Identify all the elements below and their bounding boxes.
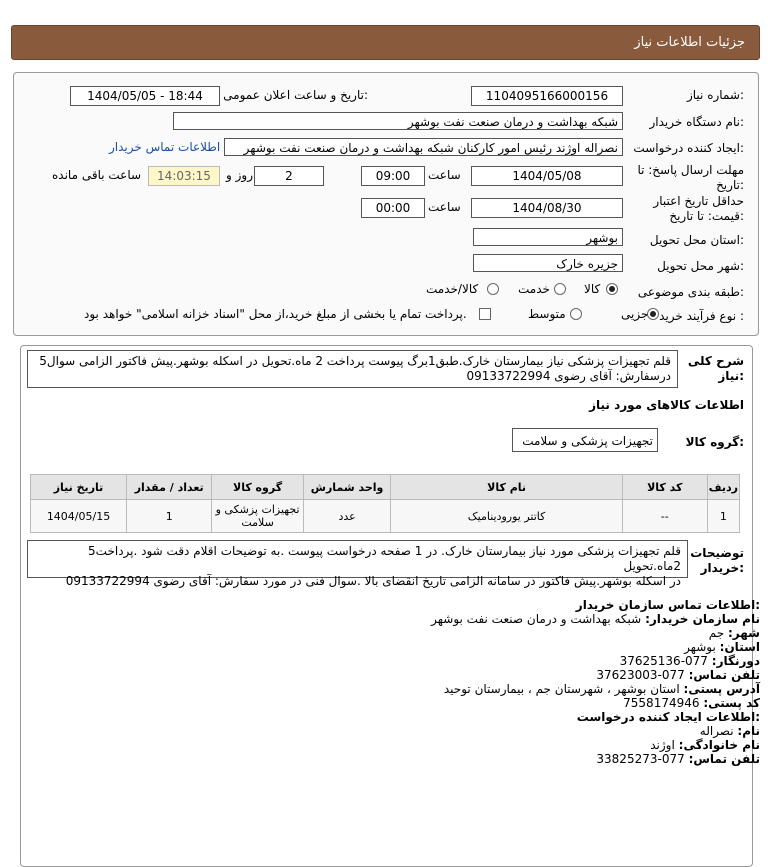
cell-name: کاتتر یورودینامیک (391, 500, 622, 533)
validity-time-field: 00:00 (361, 198, 425, 218)
deadline-time-label: ساعت (428, 168, 461, 182)
col-code: کد کالا (622, 475, 707, 500)
contact-buyer-link[interactable]: اطلاعات تماس خریدار (109, 140, 221, 154)
process-medium-label: متوسط (528, 307, 566, 321)
notes-label-2: خریدار: (700, 561, 744, 575)
city-label: شهر محل تحویل: (657, 259, 744, 273)
announce-label: تاریخ و ساعت اعلان عمومی: (223, 88, 368, 102)
contact-city: شهر: جم (708, 626, 760, 640)
contact-address: آدرس پستی: استان بوشهر ، شهرستان جم ، بیمارستان توحید (443, 682, 760, 696)
category-goods-label: کالا (584, 282, 601, 296)
cell-row: 1 (707, 500, 739, 533)
goods-group-label: گروه کالا: (685, 435, 744, 449)
validity-label: حداقل تاریخ اعتبار (653, 194, 744, 208)
notes-text-line2: در اسکله بوشهر.پیش فاکتور در سامانه الزامی تاریخ انقضای بالا .سوال فنی در مورد سفارش: آقای رضوی 09133722994 (65, 574, 681, 588)
col-row: ردیف (707, 475, 739, 500)
items-table-header (31, 475, 740, 500)
validity-time-label: ساعت (428, 200, 461, 214)
summary-label-2: نیاز: (718, 369, 744, 383)
deadline-date-field: 1404/05/08 (471, 166, 623, 186)
cell-quantity: 1 (127, 500, 212, 533)
goods-section-title: اطلاعات کالاهای مورد نیاز (589, 398, 744, 412)
contact-title: اطلاعات تماس سازمان خریدار: (575, 598, 760, 612)
summary-box (27, 350, 678, 388)
remaining-label: ساعت باقی مانده (52, 168, 142, 182)
contact-fax: دورنگار: 077-37625136 (619, 654, 760, 668)
items-table (30, 474, 740, 533)
buyer-org-field: شبکه بهداشت و درمان صنعت نفت بوشهر (173, 112, 623, 130)
summary-text-line2: درسفارش: آقای رضوی 09133722994 (466, 369, 671, 383)
table-row (31, 500, 740, 533)
creator-label: ایجاد کننده درخواست: (633, 141, 744, 155)
page-title: جزئیات اطلاعات نیاز (634, 35, 745, 50)
validity-date-field: 1404/08/30 (471, 198, 623, 218)
notes-text-line1: 5قلم تجهیزات پزشکی مورد نیاز بیمارستان خارک. در 1 صفحه درخواست پیوست .به توضیحات اقلام دقت شود .پرداخت 2ماه.تحویل (88, 544, 681, 573)
creator-name: نام: نصراله (699, 724, 760, 738)
contact-org: نام سازمان خریدار: شبکه بهداشت و درمان صنعت نفت بوشهر (431, 612, 760, 626)
notes-box (27, 540, 688, 588)
city-field: جزیره خارک (473, 254, 623, 272)
col-group: گروه کالا (212, 475, 303, 500)
category-radio-both[interactable] (487, 283, 499, 295)
process-radio-medium[interactable] (570, 308, 582, 320)
contact-postal: کد پستی: 7558174946 (623, 696, 760, 710)
treasury-checkbox[interactable] (479, 308, 491, 320)
category-radio-goods[interactable] (606, 283, 618, 295)
process-radio-minor[interactable] (647, 308, 659, 320)
cell-group: تجهیزات پزشکی و سلامت (212, 500, 303, 533)
announce-field: 1404/05/05 - 18:44 (70, 86, 220, 106)
creator-title: اطلاعات ایجاد کننده درخواست: (576, 710, 760, 724)
notes-label: توضیحات (690, 546, 744, 560)
province-label: استان محل تحویل: (649, 233, 744, 247)
remaining-time-field: 14:03:15 (148, 166, 220, 186)
creator-family: نام خانوادگی: اوژند (650, 738, 760, 752)
contact-province: استان: بوشهر (684, 640, 760, 654)
cell-need-date: 1404/05/15 (31, 500, 127, 533)
buyer-org-label: نام دستگاه خریدار: (649, 115, 744, 129)
page-header (11, 25, 760, 60)
cell-unit: عدد (303, 500, 391, 533)
summary-text-line1: 5قلم تجهیزات پزشکی نیاز بیمارستان خارک.طبق1برگ پیوست پرداخت 2 ماه.تحویل در اسکله بوشهر.پیش فاکتور الزامی سوال (39, 354, 671, 368)
goods-group-field: تجهیزات پزشکی و سلامت (512, 428, 658, 452)
category-service-label: خدمت (518, 282, 550, 296)
process-label: نوع فرآیند خرید : (659, 309, 744, 323)
col-name: نام کالا (391, 475, 622, 500)
process-minor-label: جزیی (621, 307, 649, 321)
need-number-field: 1104095166000156 (471, 86, 623, 106)
days-field: 2 (254, 166, 324, 186)
cell-code: -- (622, 500, 707, 533)
validity-label-2: قیمت: تا تاریخ: (669, 209, 744, 223)
payment-note: پرداخت تمام یا بخشی از مبلغ خرید،از محل "اسناد خزانه اسلامی" خواهد بود. (84, 307, 467, 321)
category-label: طبقه بندی موضوعی: (637, 285, 744, 299)
col-need-date: تاریخ نیاز (31, 475, 127, 500)
creator-field: نصراله اوژند رئیس امور کارکنان شبکه بهداشت و درمان صنعت نفت بوشهر (224, 138, 623, 156)
category-both-label: کالا/خدمت (426, 282, 479, 296)
category-radio-service[interactable] (554, 283, 566, 295)
deadline-label: مهلت ارسال پاسخ: تا (637, 163, 744, 177)
contact-phone: تلفن تماس: 077-37623003 (596, 668, 760, 682)
creator-phone: تلفن تماس: 077-33825273 (596, 752, 760, 766)
need-number-label: شماره نیاز: (686, 88, 744, 102)
summary-label: شرح کلی (687, 354, 744, 368)
deadline-time-field: 09:00 (361, 166, 425, 186)
province-field: بوشهر (473, 228, 623, 246)
col-unit: واحد شمارش (303, 475, 391, 500)
days-label: روز و (226, 168, 253, 182)
deadline-label-2: تاریخ: (716, 178, 744, 192)
col-quantity: تعداد / مقدار (127, 475, 212, 500)
